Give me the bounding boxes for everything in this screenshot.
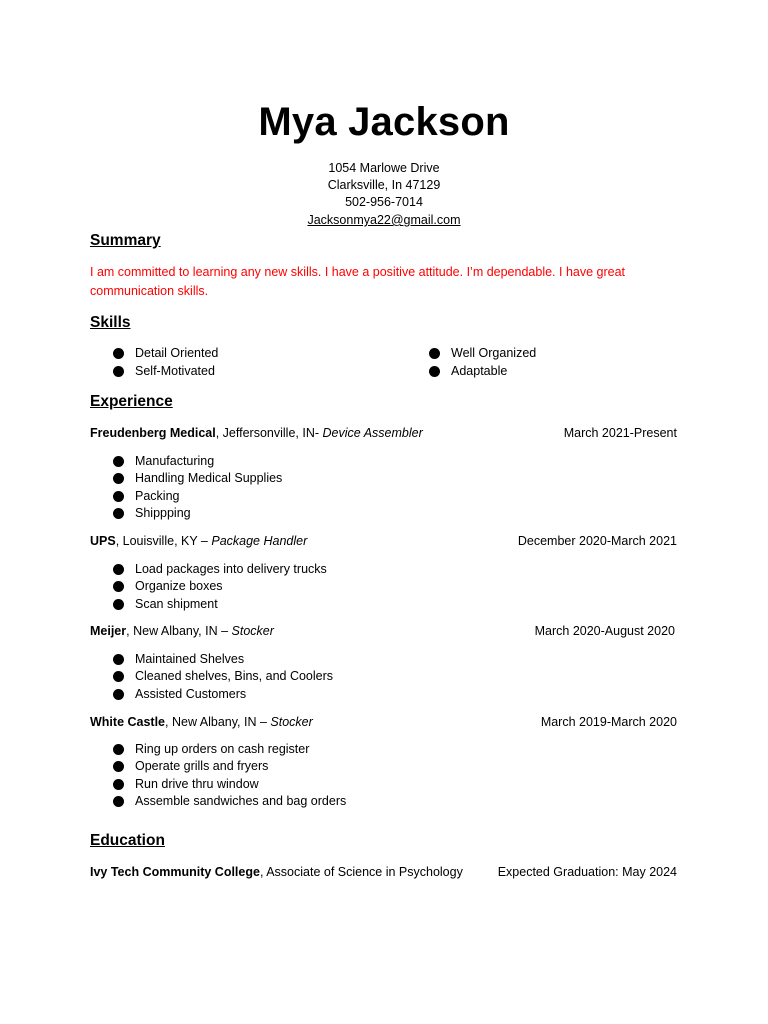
skills-heading: Skills	[90, 314, 131, 331]
bullet-icon	[113, 456, 124, 467]
bullet-icon	[113, 796, 124, 807]
summary-heading: Summary	[90, 232, 161, 249]
job-role: Stocker	[231, 624, 274, 638]
bullet-icon	[113, 491, 124, 502]
job-title-line	[90, 533, 307, 550]
job-title-line	[90, 714, 313, 731]
bullet-icon	[113, 744, 124, 755]
job-title-line	[90, 623, 274, 640]
job-dates: March 2019-March 2020	[540, 715, 677, 729]
resume-page: Mya Jackson 1054 Marlowe Drive Clarksville, In 47129 502-956-7014 Jacksonmya22@gmail.com Summary I am committed to learning any new skills. I have a positive attitude. I’m dependable. I have great communication skills. Skills Detail Oriented Self-Motivated Well Organized Adaptable Experience Freudenberg Medical, Jeffersonville, IN- Device Assembler March 2021-Present Manufacturing Handling Medical Supplies Packing Shippping UPS, Louisville, KY – Package Handler December 2020-March 2021 Load packages into delivery trucks Organize boxes Scan shipment Meijer, New Albany, IN – Stocker March 2020-August 2020 Maintained Shelves Cleaned shelves, Bins, and Coolers Assisted Customers White Castle, New Albany, IN – Stocker March 2019-March 2020 Ring up orders on cash register Operate grills and fryers Run drive thru window Assemble sandwiches and bag orders Education Ivy Tech Community College, Associate of Science in Psychology Expected Graduation: May 2024	[0, 0, 768, 1024]
bullet-icon	[113, 473, 124, 484]
bullet-icon	[113, 564, 124, 575]
bullet-icon	[429, 348, 440, 359]
job-dates: March 2021-Present	[563, 426, 677, 440]
job-dates: March 2020-August 2020	[534, 624, 675, 638]
bullet-icon	[113, 508, 124, 519]
phone-number: 502-956-7014	[345, 195, 423, 209]
job-role: Device Assembler	[322, 426, 423, 440]
bullet-icon	[113, 348, 124, 359]
job-location: , New Albany, IN –	[165, 715, 271, 729]
job-title-line	[90, 425, 423, 442]
degree: , Associate of Science in Psychology	[259, 865, 463, 879]
education-line	[90, 864, 463, 881]
address-line-2: Clarksville, In 47129	[327, 178, 441, 192]
bullet-icon	[113, 761, 124, 772]
school-name: Ivy Tech Community College	[90, 865, 260, 879]
address-line-1: 1054 Marlowe Drive	[328, 161, 440, 175]
company-name: UPS	[90, 534, 116, 548]
applicant-name: Mya Jackson	[258, 100, 510, 144]
bullet-icon	[113, 366, 124, 377]
bullet-icon	[429, 366, 440, 377]
job-location: , New Albany, IN –	[126, 624, 232, 638]
summary-text: I am committed to learning any new skills. I have a positive attitude. I’m dependable. I have great communication skills.	[90, 265, 626, 298]
company-name: Meijer	[90, 624, 127, 638]
bullet-icon	[113, 779, 124, 790]
job-role: Stocker	[270, 715, 313, 729]
job-location: , Jeffersonville, IN-	[215, 426, 323, 440]
experience-heading: Experience	[90, 393, 173, 410]
bullet-icon	[113, 599, 124, 610]
bullet-icon	[113, 581, 124, 592]
graduation-date: Expected Graduation: May 2024	[497, 865, 677, 879]
job-location: , Louisville, KY –	[115, 534, 212, 548]
bullet-icon	[113, 671, 124, 682]
company-name: Freudenberg Medical	[90, 426, 216, 440]
bullet-icon	[113, 689, 124, 700]
job-dates: December 2020-March 2021	[517, 534, 677, 548]
email-link[interactable]: Jacksonmya22@gmail.com	[307, 213, 461, 227]
company-name: White Castle	[90, 715, 166, 729]
education-heading: Education	[90, 832, 165, 849]
bullet-icon	[113, 654, 124, 665]
job-role: Package Handler	[211, 534, 308, 548]
